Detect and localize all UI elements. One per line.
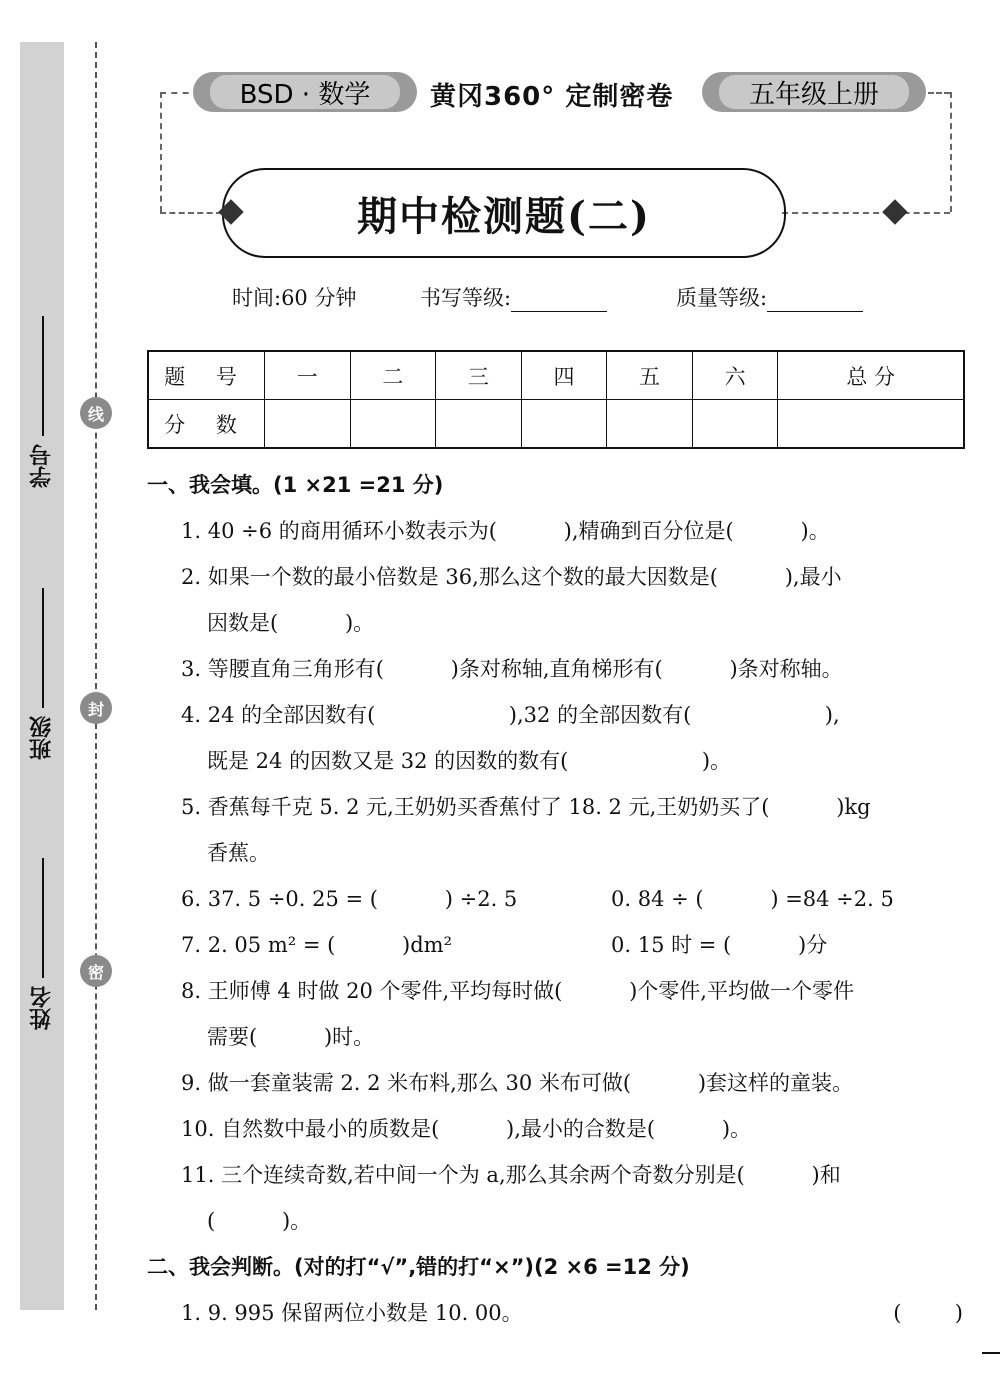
score-col-total: 总 分 [778, 351, 964, 400]
name-field[interactable] [22, 830, 62, 1030]
score-table-header-row [148, 351, 964, 400]
score-col-label: 题 号 [148, 351, 265, 400]
section1-title: 一、我会填。(1 ×21 =21 分) [147, 473, 444, 497]
score-col-6: 六 [692, 351, 778, 400]
question-content [147, 462, 967, 1336]
score-col-2: 二 [350, 351, 436, 400]
name-label: 姓名 [29, 986, 55, 1030]
question-2-1-text: 1. 9. 995 保留两位小数是 10. 00。 [181, 1301, 523, 1325]
question-1-9[interactable]: 9. 做一套童装需 2. 2 米布料,那么 30 米布可做( )套这样的童装。 [181, 1071, 854, 1095]
grade-pill [702, 72, 926, 112]
question-1-6-a[interactable]: 6. 37. 5 ÷0. 25 = ( ) ÷2. 5 [181, 887, 518, 911]
writing-grade-label: 书写等级: [420, 286, 512, 310]
header-dash-left-b [160, 212, 222, 214]
score-col-5: 五 [607, 351, 693, 400]
question-1-2-cont[interactable]: 因数是( )。 [207, 611, 375, 635]
question-1-8-cont[interactable]: 需要( )时。 [207, 1025, 375, 1049]
score-row-label: 分 数 [148, 400, 265, 449]
section2-title: 二、我会判断。(对的打“√”,错的打“×”)(2 ×6 =12 分) [147, 1255, 690, 1279]
question-1-7-a[interactable]: 7. 2. 05 m² = ( )dm² [181, 933, 453, 957]
header-dash-right-v [950, 92, 952, 212]
quality-grade-label: 质量等级: [676, 286, 768, 310]
grade-label: 五年级上册 [719, 75, 909, 109]
quality-grade[interactable] [676, 282, 863, 312]
header-dash-left-v [160, 92, 162, 212]
binding-cut-line [95, 42, 97, 1310]
question-1-1[interactable]: 1. 40 ÷6 的商用循环小数表示为( ),精确到百分位是( )。 [181, 519, 830, 543]
class-field[interactable] [22, 560, 62, 760]
question-1-7-b[interactable]: 0. 15 时 = ( )分 [611, 933, 828, 957]
question-1-2[interactable]: 2. 如果一个数的最小倍数是 36,那么这个数的最大因数是( ),最小 [181, 565, 842, 589]
score-col-1: 一 [265, 351, 351, 400]
question-1-10[interactable]: 10. 自然数中最小的质数是( ),最小的合数是( )。 [181, 1117, 752, 1141]
score-table [147, 350, 965, 449]
question-1-6-b[interactable]: 0. 84 ÷ ( ) =84 ÷2. 5 [611, 887, 894, 911]
question-1-8[interactable]: 8. 王师傅 4 时做 20 个零件,平均每时做( )个零件,平均做一个零件 [181, 979, 854, 1003]
subject-label: BSD · 数学 [210, 75, 401, 109]
subject-pill [193, 72, 417, 112]
score-cell[interactable] [436, 400, 522, 449]
question-1-4-cont[interactable]: 既是 24 的因数又是 32 的因数的数有( )。 [207, 749, 732, 773]
score-cell[interactable] [692, 400, 778, 449]
student-id-field[interactable] [22, 288, 62, 488]
writing-grade[interactable] [420, 282, 607, 312]
question-1-5-cont: 香蕉。 [207, 841, 270, 865]
class-label: 班级 [29, 716, 55, 760]
student-id-label: 学号 [29, 444, 55, 488]
question-1-4[interactable]: 4. 24 的全部因数有( ),32 的全部因数有( ), [181, 703, 840, 727]
seal-secret-mark: 密 [80, 955, 112, 987]
header-dash-right-b [782, 212, 950, 214]
score-cell[interactable] [521, 400, 607, 449]
question-1-11[interactable]: 11. 三个连续奇数,若中间一个为 a,那么其余两个奇数分别是( )和 [181, 1163, 841, 1187]
title-diamond-right [882, 199, 907, 224]
score-cell[interactable] [350, 400, 436, 449]
score-cell[interactable] [778, 400, 964, 449]
question-1-11-cont[interactable]: ( )。 [207, 1209, 312, 1233]
brand-title: 黄冈360° 定制密卷 [430, 82, 674, 112]
question-1-3[interactable]: 3. 等腰直角三角形有( )条对称轴,直角梯形有( )条对称轴。 [181, 657, 843, 681]
question-1-5[interactable]: 5. 香蕉每千克 5. 2 元,王奶奶买香蕉付了 18. 2 元,王奶奶买了( )kg [181, 795, 871, 819]
page-corner-mark [982, 1352, 1000, 1354]
score-cell[interactable] [607, 400, 693, 449]
score-cell[interactable] [265, 400, 351, 449]
seal-seal-mark: 封 [80, 692, 112, 724]
time-info: 时间:60 分钟 [232, 286, 357, 310]
score-col-3: 三 [436, 351, 522, 400]
exam-title: 期中检测题(二) [222, 168, 786, 258]
score-table-score-row [148, 400, 964, 449]
question-1-6[interactable] [147, 876, 967, 922]
question-1-7[interactable] [147, 922, 967, 968]
seal-line-mark: 线 [80, 397, 112, 429]
question-2-1[interactable] [147, 1290, 967, 1336]
score-col-4: 四 [521, 351, 607, 400]
question-2-1-answer-blank[interactable]: ( ) [893, 1301, 963, 1325]
